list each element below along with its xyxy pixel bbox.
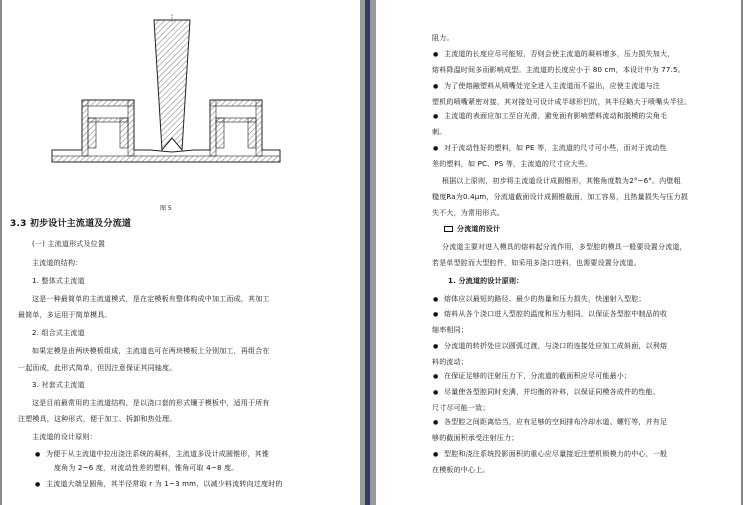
paragraph-line: 一起而成，此形式简单，但因注意保证其同轴度。 [18,364,177,372]
paragraph-line: 最简单，多运用于简单模具。 [18,311,112,319]
bullet-continuation: 尺寸尽可能一致； [432,404,490,412]
bullet-item: ● 熔料从各个浇口进入型腔的温度和压力相同，以保证各型腔中制品的收 [444,310,667,319]
bullet-continuation: 差的塑料，如 PC、PS 等，主流道的尺寸应大些。 [432,160,593,168]
paragraph-line: 主流道的设计原则： [32,433,97,441]
bullet-continuation: 刺。 [432,128,447,136]
paragraph-line: 这是目前最常用的主流道结构，是以浇口套的形式镶于模板中，适用于所有 [32,399,270,407]
bullet-item: ● 尽量使各型腔同时充满，并均衡的补料，以保证同模各成件的性能、 [444,388,660,397]
bullet-item: ● 各型腔之间距离恰当，应有足够的空间排布冷却水道、螺钉等，并有足 [444,418,667,427]
heading-box-icon [444,226,453,232]
bullet-continuation: 度角为 2~6 度，对流动性差的塑料，锥角可取 4~8 度。 [54,464,239,472]
bullet-continuation: 料的流动； [432,358,468,366]
bullet-item: ● 主流道大端呈圆角，其半径常取 r 为 1~3 mm，以减少料流转向过度时的 [46,480,283,489]
document-page-left [2,0,360,505]
bullet-item: ● 对于流动性好的塑料，如 PE 等，主流道的尺寸可小些，而对于流动性 [444,144,667,153]
figure-caption: 图 5 [160,205,172,212]
paragraph-line: 糙度Ra为0.4μm，分流道截面设计成圆锥截面，加工容易，且热量损失与压力损 [432,193,689,201]
paragraph-line: 注塑模具，这种形式，便于加工、拆卸和热处理。 [18,415,177,423]
section-title: 3.3 初步设计主流道及分流道 [10,219,132,229]
paragraph-line: 3. 衬套式主流道 [32,381,85,389]
runner-design-heading: 分流道的设计 [444,225,500,234]
paragraph-line: 若是单型腔而大型腔件，如采用多浇口进料，也需要设置分流道。 [432,259,641,267]
bullet-continuation: 在模板的中心上。 [432,466,490,474]
bullet-continuation: 缩率相同； [432,326,468,334]
bullet-item: ● 熔体应以最短的路径、最少的热量和压力损失，快速射入型腔； [444,295,646,304]
paragraph-line: 失不大，为常用形式。 [432,209,504,217]
paragraph-line: 分流道主要对进入模具的熔料起分流作用，多型腔的模具一般要设置分流道， [442,243,687,251]
paragraph-line: (一) 主流道形式及位置 [32,240,106,248]
bullet-item: ● 主流道的长度应尽可能短，否则会使主流道的凝料增多，压力损失加大， [444,50,674,59]
bullet-item: ● 分流道的转折处应以圆弧过渡，与浇口的连接处应加工成斜面，以利熔 [444,342,667,351]
document-page-right [376,0,741,505]
bullet-item: ● 为了使熔融塑料从喷嘴处完全进入主流道而不溢出，应使主流道与注 [444,82,660,91]
page-gutter [360,0,376,505]
bullet-item: ● 主流道的表面应加工至自光滑，避免面有影响塑料流动和脱模的尖角毛 [444,112,667,121]
paragraph-line: 主流道的结构： [32,259,83,267]
paragraph-line: 如果定模是由两块模板组成，主流道也可在两块模板上分别加工，再组合在 [32,347,270,355]
bullet-continuation: 塑机的喷嘴紧密对接，其对接处可设计成半球形凹坑，其半径略大于喷嘴头半径。 [432,98,692,106]
paragraph-line: 1. 整体式主流道 [32,277,85,285]
paragraph-line: 这是一种最简单的主流道模式，是在定模板有整体构成中加工而成，其加工 [32,295,270,303]
bullet-continuation: 熔料降温时间多而影响成型。主流道的长度应小于 80 cm，本设计中为 77.5。 [432,66,685,74]
bullet-item: ● 在保证足够的注射压力下，分流道的截面积应尽可能最小； [444,372,631,381]
bullet-continuation: 够的截面积承受注射压力； [432,434,519,442]
paragraph-line: 根据以上原则，初步将主流道设计成圆锥形，其锥角度数为2°~6°。内壁粗 [442,177,681,185]
runner-principle-heading: 1. 分流道的设计原则： [448,277,524,285]
bullet-item: ● 为便于从主流道中拉出浇注系统的凝料，主流道多设计成圆锥形，其锥 [46,450,269,459]
bullet-item: ● 型腔和浇注系统投影面积的重心应尽量接近注塑机锁模力的中心，一般 [444,450,667,459]
paragraph-line: 2. 组合式主流道 [32,329,85,337]
continuation-text: 阻力。 [432,34,454,42]
mold-cross-section-figure [32,0,302,180]
